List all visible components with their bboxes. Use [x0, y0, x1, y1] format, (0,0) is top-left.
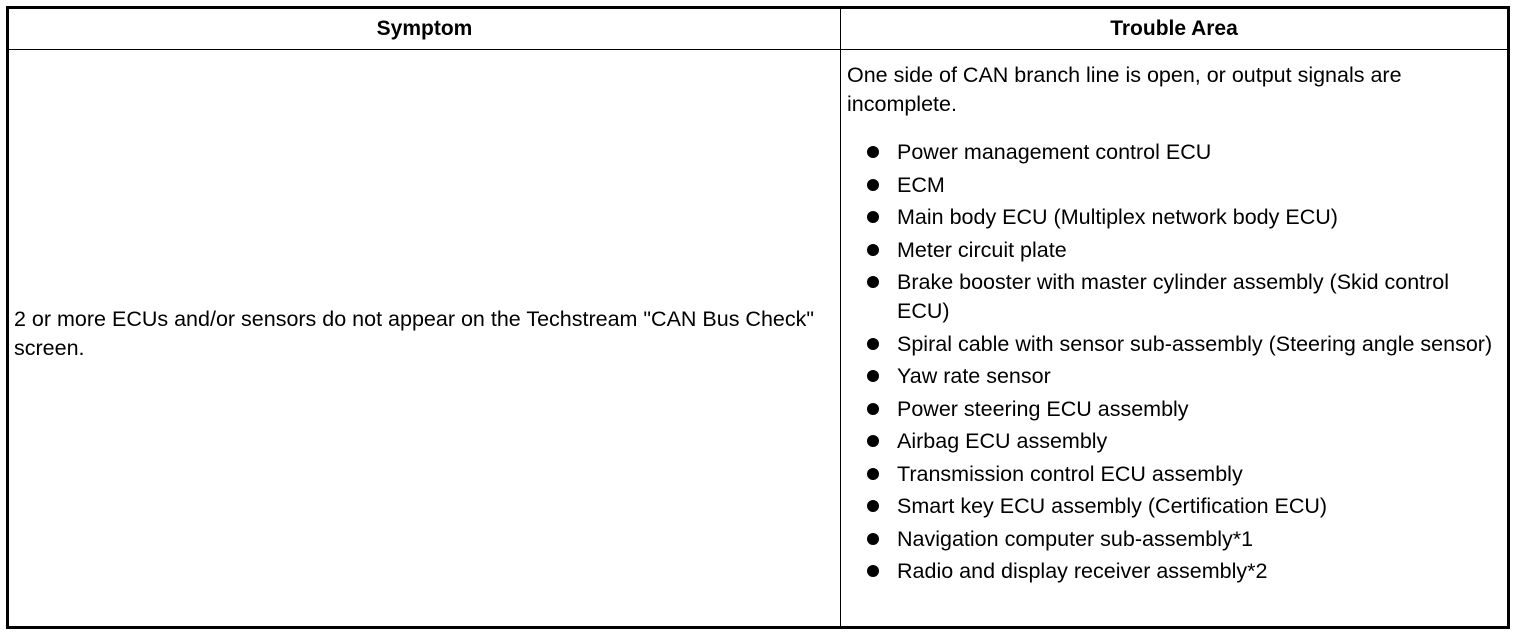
bullet-icon — [867, 468, 879, 480]
bullet-icon — [867, 179, 879, 191]
bullet-icon — [867, 435, 879, 447]
trouble-table — [6, 6, 1510, 629]
cause-item-label: Brake booster with master cylinder assembly (Skid control ECU) — [897, 270, 1450, 323]
symptom-cell — [8, 50, 841, 628]
list-item — [847, 330, 1501, 359]
cause-item-label: Navigation computer sub-assembly*1 — [897, 526, 1254, 551]
list-item — [847, 525, 1501, 554]
trouble-area-cell — [841, 50, 1509, 628]
cause-item-label: Spiral cable with sensor sub-assembly (Steering angle sensor) — [897, 331, 1493, 356]
bullet-icon — [867, 370, 879, 382]
list-item — [847, 362, 1501, 391]
table-row — [8, 50, 1509, 628]
cause-item-label: Main body ECU (Multiplex network body ECU) — [897, 205, 1338, 229]
bullet-icon — [867, 244, 879, 256]
trouble-intro: One side of CAN branch line is open, or output signals are incomplete. — [847, 63, 1402, 116]
list-item — [847, 268, 1501, 326]
header-row — [8, 8, 1509, 50]
bullet-icon — [867, 403, 879, 415]
bullet-icon — [867, 565, 879, 577]
bullet-icon — [867, 533, 879, 545]
bullet-icon — [867, 338, 879, 350]
symptom-text: 2 or more ECUs and/or sensors do not appear on the Techstream "CAN Bus Check" screen. — [14, 307, 815, 360]
cause-item-label: Airbag ECU assembly — [897, 429, 1108, 453]
bullet-icon — [867, 500, 879, 512]
list-item — [847, 557, 1501, 586]
cause-item-label: ECM — [897, 172, 945, 197]
bullet-icon — [867, 211, 879, 223]
list-item — [847, 236, 1501, 265]
cause-item-label: Smart key ECU assembly (Certification ECU) — [897, 494, 1328, 518]
list-item — [847, 395, 1501, 424]
cause-item-label: Yaw rate sensor — [897, 364, 1051, 388]
cause-item-label: Power steering ECU assembly — [897, 396, 1189, 421]
list-item — [847, 427, 1501, 456]
cause-item-label: Meter circuit plate — [897, 237, 1067, 262]
cause-list — [847, 138, 1501, 586]
list-item — [847, 138, 1501, 167]
bullet-icon — [867, 146, 879, 158]
bullet-icon — [867, 276, 879, 288]
list-item — [847, 460, 1501, 489]
cause-item-label: Radio and display receiver assembly*2 — [897, 559, 1268, 583]
list-item — [847, 492, 1501, 521]
list-item — [847, 171, 1501, 200]
cause-item-label: Power management control ECU — [897, 140, 1212, 164]
list-item — [847, 203, 1501, 232]
symptom-header: Symptom — [8, 8, 841, 50]
cause-item-label: Transmission control ECU assembly — [897, 461, 1243, 486]
trouble-area-header: Trouble Area — [841, 8, 1509, 50]
